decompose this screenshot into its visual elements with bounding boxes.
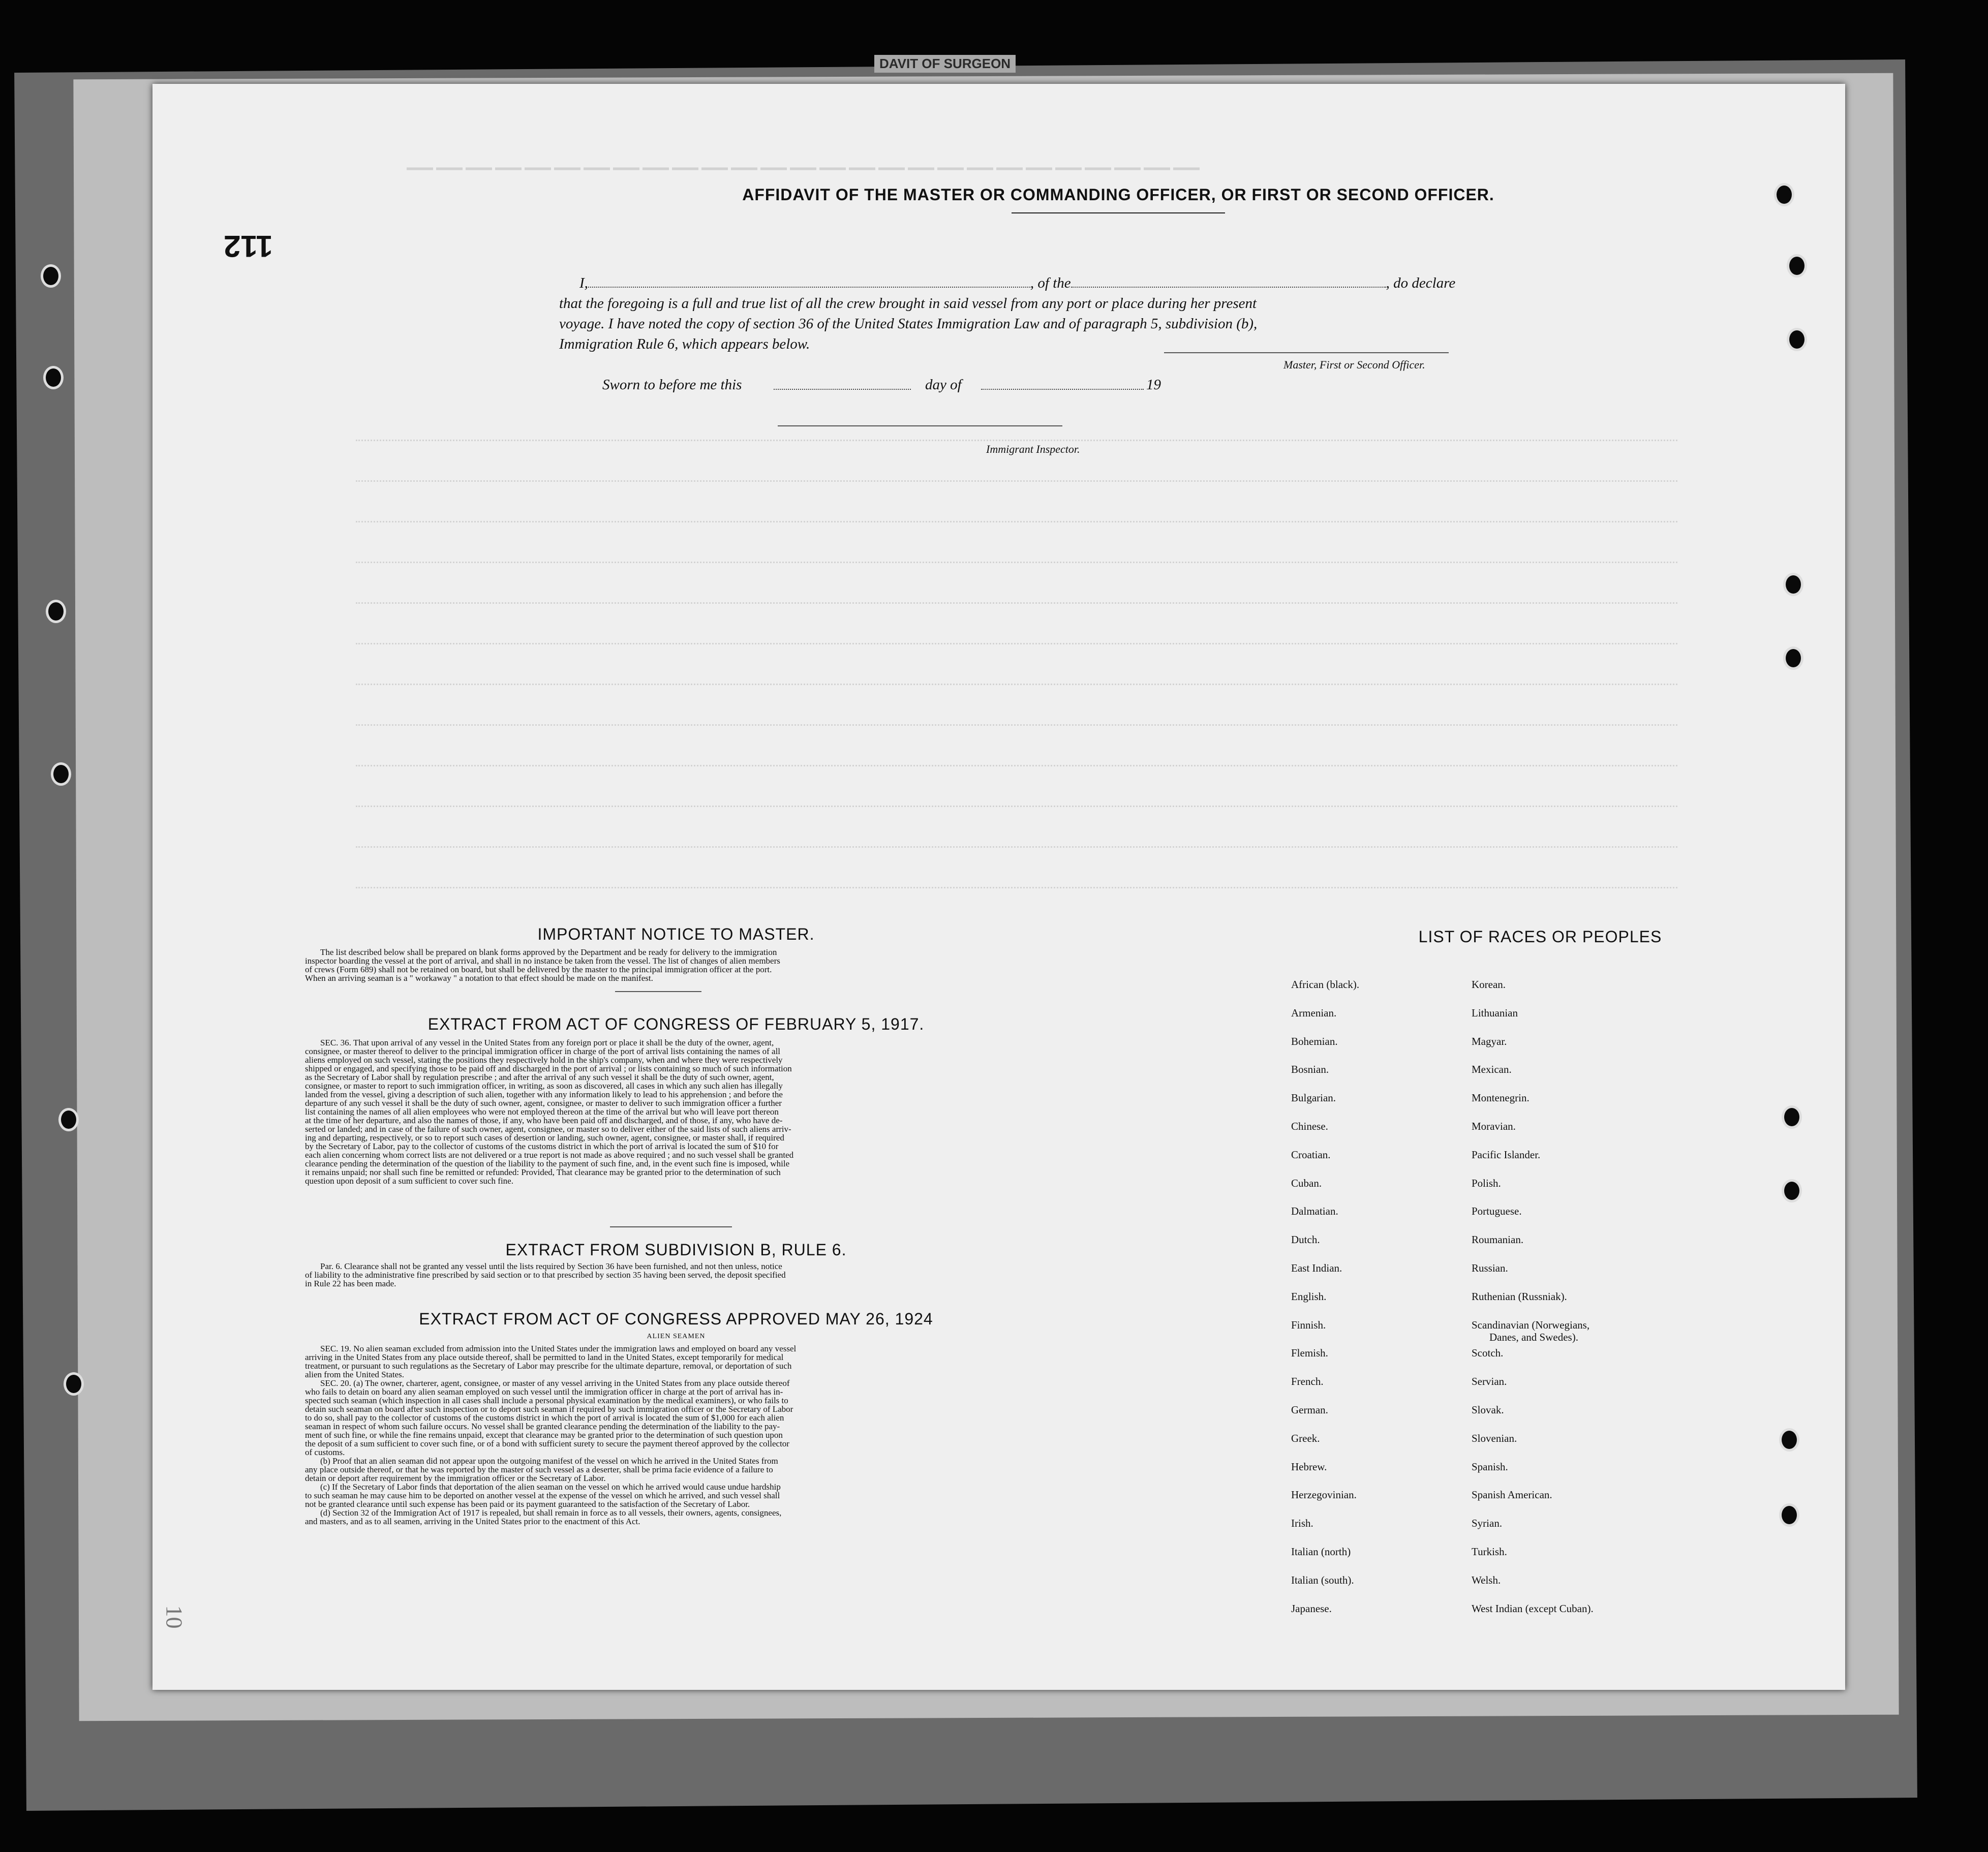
signature-line — [1164, 352, 1449, 353]
sworn-month-blank — [981, 389, 1144, 390]
race-item: Bohemian. — [1291, 1035, 1338, 1047]
race-item: Italian (south). — [1291, 1573, 1354, 1586]
race-item: Hebrew. — [1291, 1460, 1327, 1473]
race-item: Moravian. — [1472, 1120, 1516, 1132]
binder-hole — [64, 1372, 84, 1396]
binder-hole — [1774, 183, 1794, 206]
binder-hole — [58, 1108, 79, 1131]
race-item: Italian (north) — [1291, 1546, 1351, 1558]
race-item: Roumanian. — [1472, 1233, 1524, 1246]
title-rule — [1012, 212, 1225, 213]
affidavit-title: AFFIDAVIT OF THE MASTER OR COMMANDING OFFICER, OR FIRST OR SECOND OFFICER. — [742, 186, 1494, 204]
bleed-through-heading: ——————————————————————————— — [407, 156, 1203, 185]
extract-1917-text: SEC. 36. That upon arrival of any vessel in the United States from any foreign port or place it shall be the duty of the owner, agent, consignee, or master thereof to deliver to the principal immigration officer in charge of the port of arrival lists containing the names of all aliens employed on such vessel, stating the positions they respectively hold in the ship's company, when and where they were respectively shipped or engaged, and specifying those to be paid off and discharged in the port of arrival ; or lists containing so much of such information as the Secretary of Labor shall by regulation prescribe ; and after the arrival of any such vessel it shall be the duty of such owner, agent, consignee, or master to report to such immigration officer, in writing, as soon as discovered, all cases in which any such alien has illegally landed from the vessel, giving a description of such alien, together with any information likely to lead to his apprehension ; and before the departure of any such vessel it shall be the duty of such owner, agent, consignee, or master to deliver to such immigration officer a further list containing the names of all alien employees who were not employed thereon at the time of the arrival but who will leave port thereon at the time of her departure, and also the names of those, if any, who have been paid off and discharged, and of those, if any, who have de- serted or landed; and in case of the failure of such owner, agent, consignee, or master so to deliver either of the said lists of such aliens arriv- ing and departing, respectively, or so to report such cases of desertion or landing, such owner, agent, consignee, or master shall, if required by the Secretary of Labor, pay to the collector of customs of the customs district in which the port of arrival is located the sum of $10 for each alien concerning whom correct lists are not delivered or a true report is not made as above required ; and no such vessel shall be granted clearance pending the determination of the question of the liability to the payment of such fine, and, in the event such fine is imposed, while it remains unpaid; nor shall such fine be remitted or refunded: Provided, That clearance may be granted prior to the determination of such question upon deposit of a sum sufficient to cover such fine. — [305, 1038, 794, 1186]
race-item: French. — [1291, 1375, 1324, 1388]
race-item: African (black). — [1291, 978, 1360, 991]
race-item: Dutch. — [1291, 1233, 1320, 1246]
extract-rule6-text: Par. 6. Clearance shall not be granted any vessel until the lists required by Section 36 have been furnished, and not then unless, notice of liability to the administrative fine prescribed by said section or to that prescribed by section 35 having been served, the deposit specified in Rule 22 has been made. — [305, 1261, 786, 1288]
race-item: Spanish. — [1472, 1460, 1508, 1473]
race-item: Turkish. — [1472, 1546, 1507, 1558]
binder-hole — [1787, 254, 1807, 277]
race-item: Lithuanian — [1472, 1006, 1518, 1019]
affidavit-line-1: I, , of the , do declare — [579, 275, 1456, 291]
race-item: Chinese. — [1291, 1120, 1328, 1132]
race-item: Welsh. — [1472, 1573, 1501, 1586]
race-item: Herzegovinian. — [1291, 1489, 1357, 1501]
inspector-label: Immigrant Inspector. — [986, 443, 1080, 455]
affidavit-line-2: that the foregoing is a full and true list of all the crew brought in said vessel from any port or place during her present — [559, 295, 1257, 312]
binder-hole — [1783, 646, 1803, 670]
race-item: Slovak. — [1472, 1404, 1504, 1416]
race-item: Korean. — [1472, 978, 1506, 991]
notice-text: The list described below shall be prepared on blank forms approved by the Department and be ready for delivery to the immigration inspector boarding the vessel at the port of arrival, and shall in no instance be taken from the vessel. The list of changes of alien members of crews (Form 689) shall not be retained on board, but shall be delivered by the master to the principal immigration officer at the port. When an arriving seaman is a " workaway " a notation to that effect should be made on the manifest. — [305, 947, 780, 983]
extract-1924-text: SEC. 19. No alien seaman excluded from admission into the United States under the immigration laws and employed on board any vessel arriving in the United States from any place outside thereof, shall be permitted to land in the United States, except temporarily for medical treatment, or pursuant to such regulations as the Secretary of Labor may prescribe for the ultimate departure, removal, or deportation of such alien from the United States. SEC. 20. (a) The owner, charterer, agent, consignee, or master of any vessel arriving in the United States from any place outside thereof who fails to detain on board any alien seaman employed on such vessel until the immigration officer in charge at the port of arrival has in- spected such seaman (which inspection in all cases shall include a personal physical examination by the medical examiners), or who fails to detain such seaman on board after such inspection or to deport such seaman if required by such immigration officer or the Secretary of Labor to do so, shall pay to the collector of customs of the customs district in which the port of arrival is located the sum of $1,000 for each alien seaman in respect of whom such failure occurs. No vessel shall be granted clearance pending the determination of the liability to the pay- ment of such fine, or while the fine remains unpaid, except that clearance may be granted prior to the determination of such question upon the deposit of a sum sufficient to cover such fine, or of a bond with sufficient surety to secure the payment thereof approved by the collector of customs. (b) Proof that an alien seaman did not appear upon the outgoing manifest of the vessel on which he arrived in the United States from any place outside thereof, or that he was reported by the master of such vessel as a deserter, shall be prima facie evidence of a failure to detain or deport after requirement by the immigration officer or the Secretary of Labor. (c) If the Secretary of Labor finds that deportation of the alien seaman on the vessel on which he arrived would cause undue hardship to such seaman he may cause him to be deported on another vessel at the expense of the vessel on which he arrived, and such vessel shall not be granted clearance until such expense has been paid or its payment guaranteed to the satisfaction of the Secretary of Labor. (d) Section 32 of the Immigration Act of 1917 is repealed, but shall remain in force as to all vessels, their owners, agents, consignees, and masters, and as to all seamen, arriving in the United States prior to the enactment of this Act. — [305, 1344, 797, 1526]
affidavit-body — [559, 273, 1677, 354]
affidavit-line-3: voyage. I have noted the copy of section 36 of the United States Immigration Law and of paragraph 5, subdivision (b), — [559, 316, 1258, 332]
top-edge-label: DAVIT OF SURGEON — [874, 55, 1016, 73]
race-item: Ruthenian (Russniak). — [1472, 1290, 1567, 1303]
race-item: Dalmatian. — [1291, 1205, 1338, 1218]
binder-hole — [1779, 1503, 1799, 1527]
race-item: Syrian. — [1472, 1517, 1503, 1530]
affidavit-line-4: Immigration Rule 6, which appears below. — [559, 336, 810, 352]
race-item: Scandinavian (Norwegians, — [1472, 1318, 1590, 1331]
binder-hole — [1787, 328, 1807, 351]
race-item: Flemish. — [1291, 1347, 1328, 1360]
sworn-day-blank — [774, 389, 911, 390]
race-item: East Indian. — [1291, 1262, 1342, 1274]
extract-rule6-title: EXTRACT FROM SUBDIVISION B, RULE 6. — [505, 1241, 847, 1259]
race-item: Danes, and Swedes). — [1489, 1331, 1578, 1343]
race-item: Montenegrin. — [1472, 1092, 1530, 1104]
race-item: Armenian. — [1291, 1006, 1337, 1019]
race-item: Irish. — [1291, 1517, 1313, 1530]
binder-hole — [1779, 1428, 1799, 1452]
binder-hole — [41, 264, 61, 288]
binder-hole — [1783, 573, 1803, 596]
divider — [615, 991, 701, 992]
race-item: Finnish. — [1291, 1318, 1326, 1331]
race-item: Croatian. — [1291, 1148, 1331, 1161]
sworn-label: Sworn to before me this — [602, 377, 742, 393]
manifest-sheet — [152, 84, 1845, 1690]
race-item: Bosnian. — [1291, 1063, 1329, 1076]
race-item: West Indian (except Cuban). — [1472, 1602, 1594, 1615]
race-item: Scotch. — [1472, 1347, 1504, 1360]
race-item: Spanish American. — [1472, 1489, 1552, 1501]
race-item: English. — [1291, 1290, 1327, 1303]
race-item: Bulgarian. — [1291, 1092, 1336, 1104]
year-label: 19 — [1146, 377, 1161, 393]
extract-1924-title: EXTRACT FROM ACT OF CONGRESS APPROVED MAY 26, 1924 — [419, 1310, 933, 1328]
divider — [610, 1226, 732, 1227]
race-item: Mexican. — [1472, 1063, 1512, 1076]
binder-hole — [46, 600, 66, 623]
margin-note: 10 — [161, 1605, 188, 1629]
notice-title: IMPORTANT NOTICE TO MASTER. — [537, 925, 815, 943]
day-of-label: day of — [925, 377, 962, 393]
race-item: Servian. — [1472, 1375, 1507, 1388]
page-number: 112 — [224, 229, 273, 263]
races-title: LIST OF RACES OR PEOPLES — [1418, 928, 1662, 946]
race-item: Polish. — [1472, 1177, 1501, 1189]
race-item: Greek. — [1291, 1432, 1320, 1444]
race-item: Pacific Islander. — [1472, 1148, 1541, 1161]
binder-hole — [51, 762, 71, 786]
race-item: Cuban. — [1291, 1177, 1322, 1189]
race-item: Portuguese. — [1472, 1205, 1522, 1218]
extract-1917-title: EXTRACT FROM ACT OF CONGRESS OF FEBRUARY 5, 1917. — [427, 1015, 925, 1033]
race-item: Japanese. — [1291, 1602, 1332, 1615]
race-item: Magyar. — [1472, 1035, 1507, 1047]
race-item: Slovenian. — [1472, 1432, 1517, 1444]
inspector-signature-line — [778, 425, 1062, 426]
race-item: German. — [1291, 1404, 1328, 1416]
master-signature-label: Master, First or Second Officer. — [1283, 358, 1425, 371]
binder-hole — [43, 366, 64, 389]
race-item: Russian. — [1472, 1262, 1508, 1274]
binder-hole — [1782, 1105, 1802, 1129]
binder-hole — [1782, 1179, 1802, 1202]
extract-1924-subtitle: ALIEN SEAMEN — [647, 1333, 706, 1340]
